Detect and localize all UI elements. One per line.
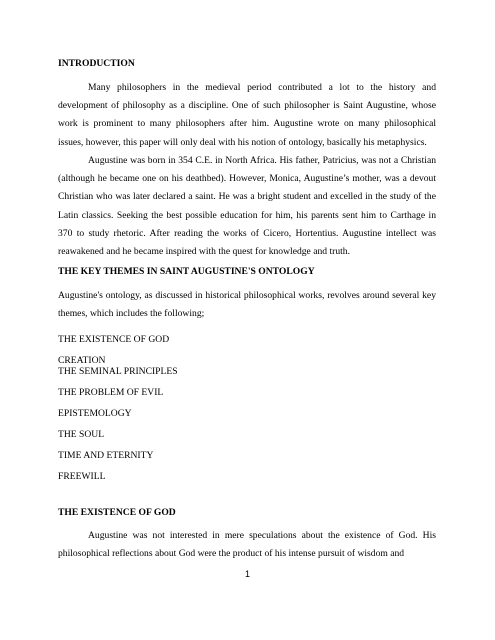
existence-of-god-paragraph: Augustine was not interested in mere speculations about the existence of God. His philosophical reflections about God were the product of his intense pursuit of wisdom and — [58, 530, 436, 560]
theme-item-existence-of-god: THE EXISTENCE OF GOD — [58, 334, 170, 345]
theme-item-problem-of-evil: THE PROBLEM OF EVIL — [58, 387, 164, 398]
introduction-paragraph-2: Augustine was born in 354 C.E. in North Africa. His father, Patricius, was not a Christian (although he became one on his deathbed). However, Monica, Augustine’s mother, was a devout Christian who was later declared a saint. He was a bright student and excelled in the study of the Latin classics. Seeking the best possible education for him, his parents sent him to Carthage in 370 to study rhetoric. After reading the works of Cicero, Hortentius. Augustine intellect was reawakened and he became inspired with the quest for knowledge and truth. — [58, 155, 436, 258]
theme-item-epistemology: EPISTEMOLOGY — [58, 408, 132, 419]
theme-item-freewill: FREEWILL — [58, 471, 106, 482]
introduction-paragraph-1: Many philosophers in the medieval period contributed a lot to the history and development of philosophy as a discipline. One of such philosopher is Saint Augustine, whose work is prominent to many philosophers after him. Augustine wrote on many philosophical issues, however, this paper will only deal with his notion of ontology, basically his metaphysics. — [58, 82, 436, 148]
theme-item-creation: CREATION — [58, 355, 106, 366]
theme-item-soul: THE SOUL — [58, 429, 105, 440]
theme-item-seminal-principles: THE SEMINAL PRINCIPLES — [58, 366, 178, 377]
existence-of-god-heading: THE EXISTENCE OF GOD — [58, 507, 176, 518]
key-themes-heading: THE KEY THEMES IN SAINT AUGUSTINE'S ONTOLOGY — [58, 266, 315, 277]
key-themes-intro: Augustine's ontology, as discussed in historical philosophical works, revolves around several key themes, which includes the following; — [58, 290, 436, 320]
introduction-heading: INTRODUCTION — [58, 58, 135, 69]
page-number: 1 — [244, 569, 250, 579]
theme-item-time-and-eternity: TIME AND ETERNITY — [58, 450, 154, 461]
